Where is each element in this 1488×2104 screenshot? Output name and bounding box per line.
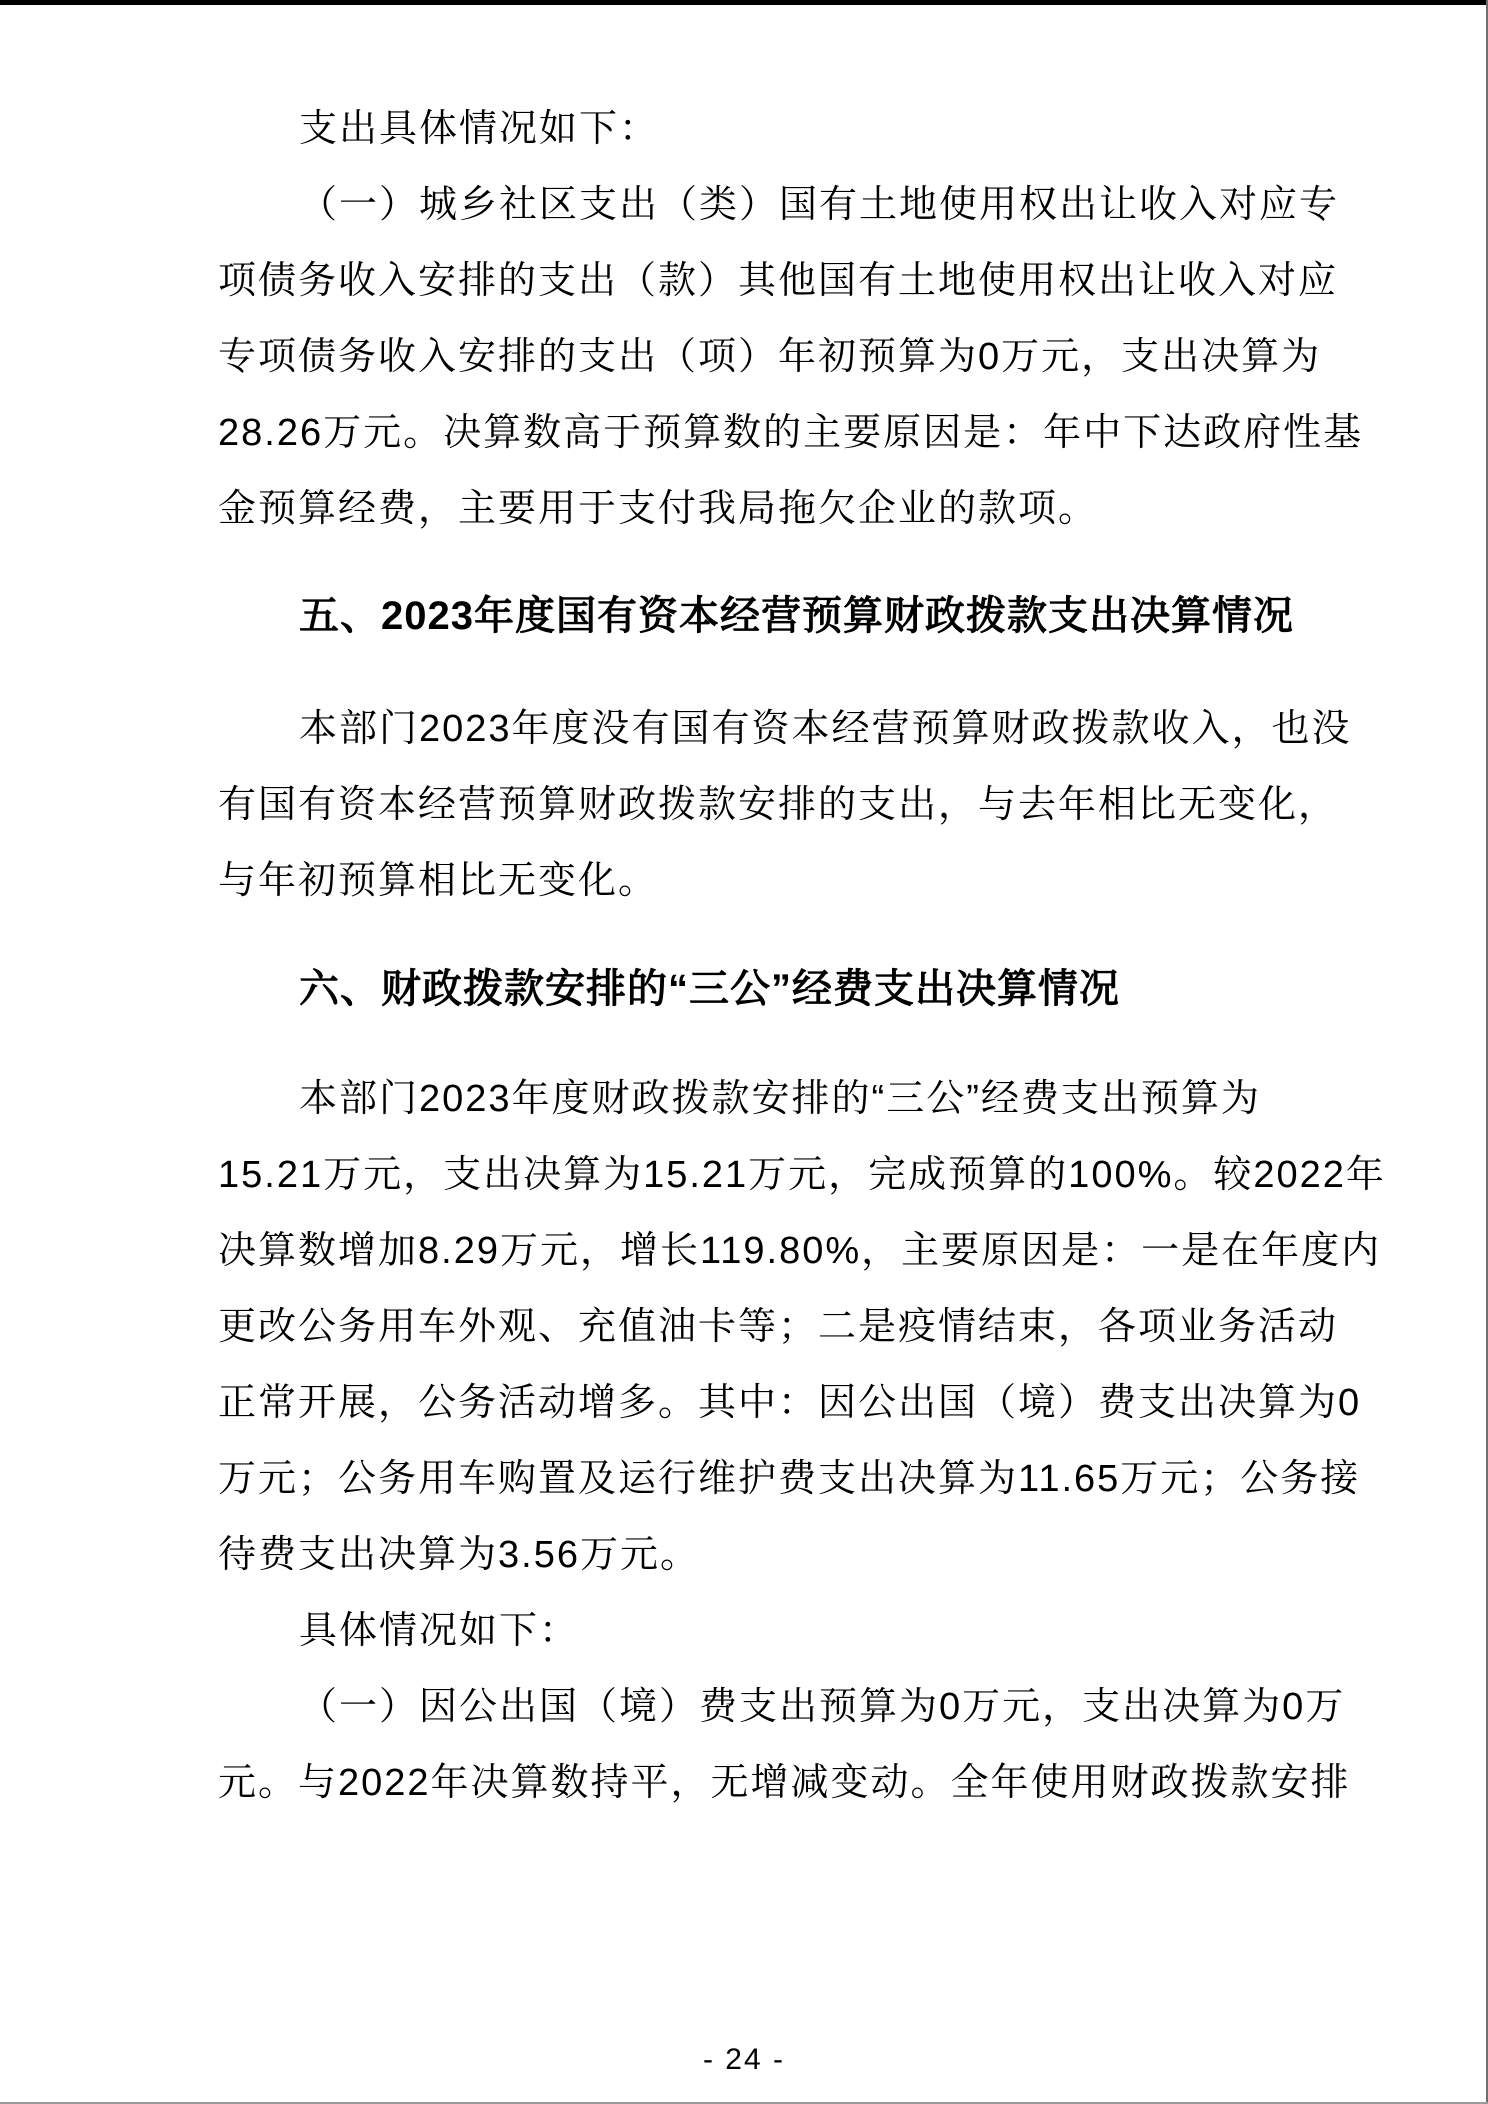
paragraph-line: 15.21万元，支出决算为15.21万元，完成预算的100%。较2022年 xyxy=(218,1154,1386,1196)
page-number: - 24 - xyxy=(702,2043,786,2076)
paragraph-line: 更改公务用车外观、充值油卡等；二是疫情结束，各项业务活动 xyxy=(218,1306,1339,1348)
intro-line: 支出具体情况如下： xyxy=(299,108,660,150)
paragraph-line: 项债务收入安排的支出（款）其他国有土地使用权出让收入对应 xyxy=(218,260,1339,302)
paragraph-line: 专项债务收入安排的支出（项）年初预算为0万元，支出决算为 xyxy=(218,336,1322,378)
paragraph-line: （一）因公出国（境）费支出预算为0万元，支出决算为0万 xyxy=(299,1686,1346,1728)
paragraph-line: 决算数增加8.29万元，增长119.80%，主要原因是：一是在年度内 xyxy=(218,1230,1382,1272)
paragraph-line: 金预算经费，主要用于支付我局拖欠企业的款项。 xyxy=(218,488,1099,530)
paragraph-line: 本部门2023年度财政拨款安排的“三公”经费支出预算为 xyxy=(299,1078,1261,1120)
section-heading-5: 五、2023年度国有资本经营预算财政拨款支出决算情况 xyxy=(299,594,1294,638)
document-body xyxy=(218,0,1386,1821)
section-heading-6: 六、财政拨款安排的“三公”经费支出决算情况 xyxy=(299,967,1120,1011)
paragraph-line: 元。与2022年决算数持平，无增减变动。全年使用财政拨款安排 xyxy=(218,1762,1351,1804)
paragraph-line: 28.26万元。决算数高于预算数的主要原因是：年中下达政府性基 xyxy=(218,412,1364,454)
paragraph-line: 本部门2023年度没有国有资本经营预算财政拨款收入，也没 xyxy=(299,708,1352,750)
paragraph-line: 待费支出决算为3.56万元。 xyxy=(218,1534,700,1576)
paragraph-line: （一）城乡社区支出（类）国有土地使用权出让收入对应专 xyxy=(299,184,1340,226)
detail-intro-line: 具体情况如下： xyxy=(299,1610,580,1652)
paragraph-line: 万元；公务用车购置及运行维护费支出决算为11.65万元；公务接 xyxy=(218,1458,1361,1500)
paragraph-line: 有国有资本经营预算财政拨款安排的支出，与去年相比无变化， xyxy=(218,784,1339,826)
paragraph-line: 正常开展，公务活动增多。其中：因公出国（境）费支出决算为0 xyxy=(218,1382,1362,1424)
paragraph-line: 与年初预算相比无变化。 xyxy=(218,860,659,902)
